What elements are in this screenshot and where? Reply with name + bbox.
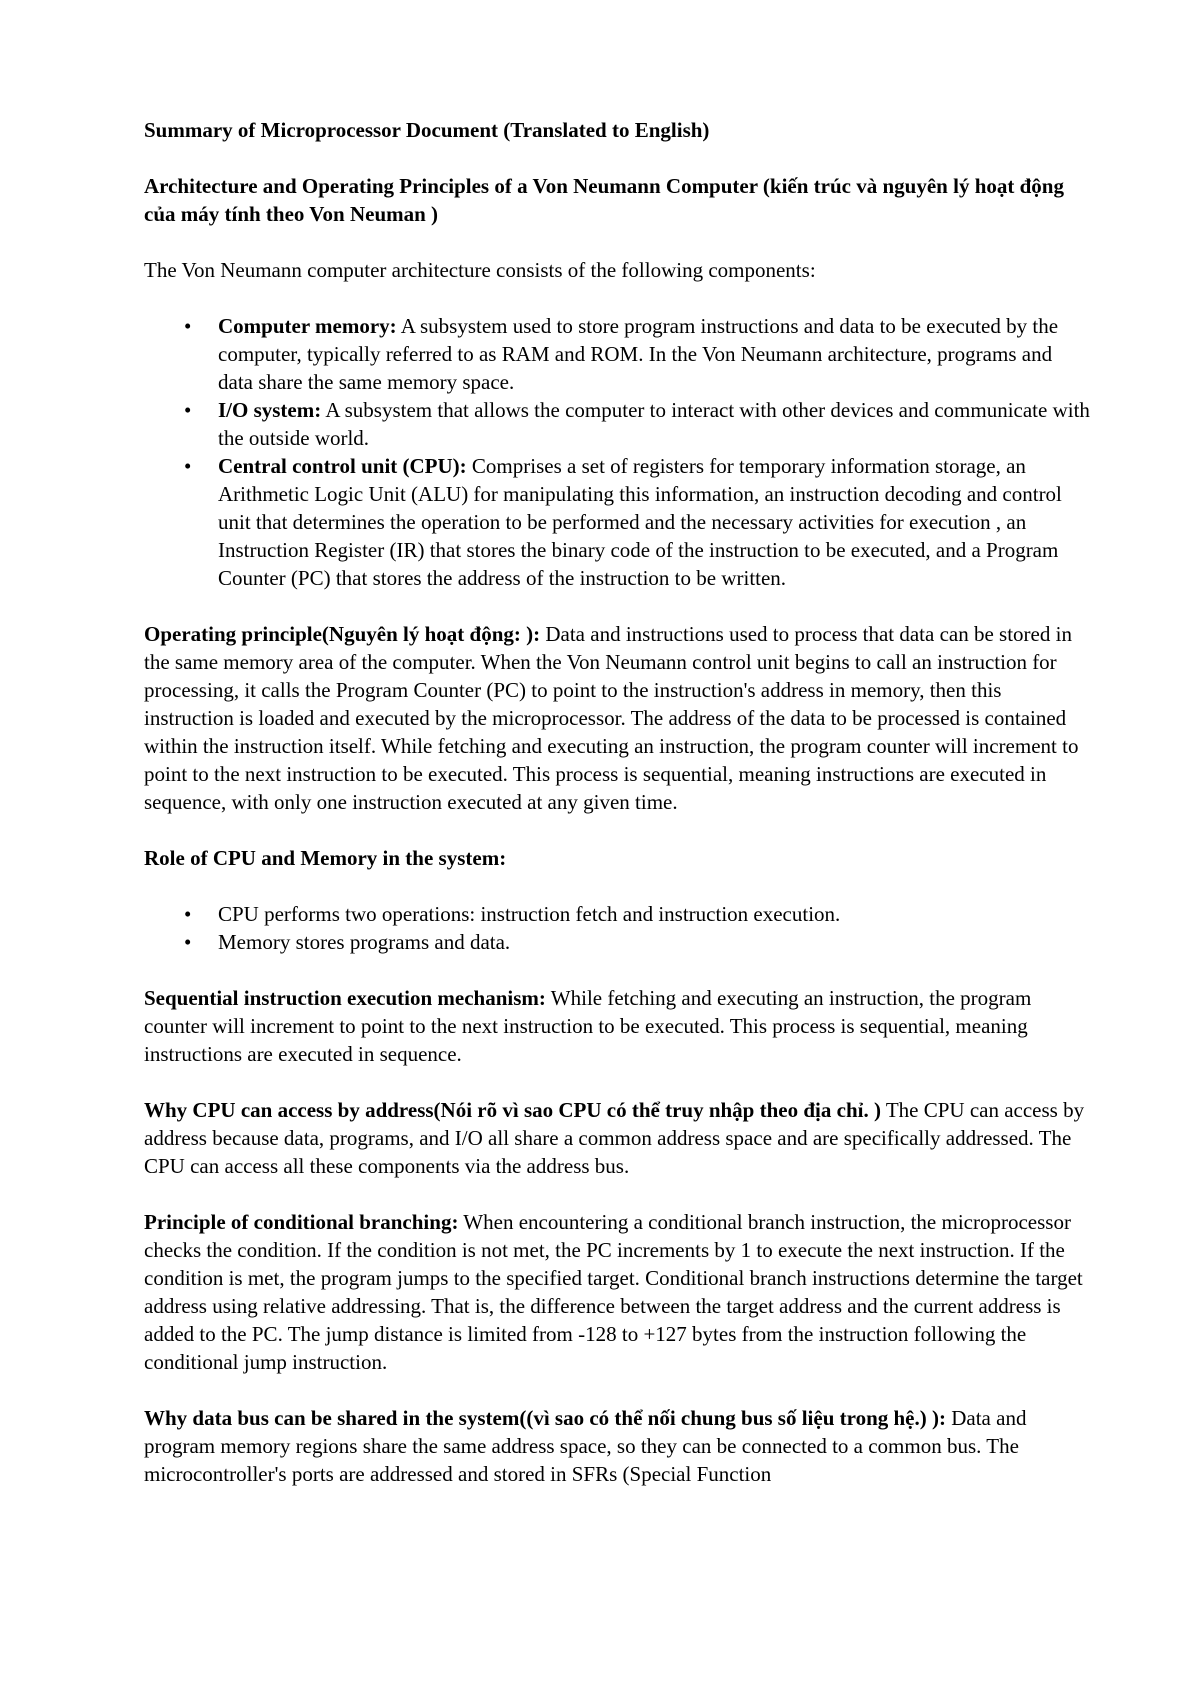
paragraph-text: Data and instructions used to process that data can be stored in the same memory area of the computer. When the Von Neumann control unit begins to call an instruction for processing, it calls the Program Counter (PC) to point to the instruction's address in memory, then this instruction is loaded and executed by the microprocessor. The address of the data to be processed is contained within the instruction itself. While fetching and executing an instruction, the program counter will increment to point to the next instruction to be executed. This process is sequential, meaning instructions are executed in sequence, with only one instruction executed at any given time.: [144, 622, 1079, 814]
address-access-paragraph: [144, 1096, 1090, 1180]
paragraph-term: Operating principle(Nguyên lý hoạt động: ):: [144, 622, 541, 646]
list-item-text: A subsystem used to store program instructions and data to be executed by the computer, typically referred to as RAM and ROM. In the Von Neumann architecture, programs and data share the same memory space.: [218, 314, 1059, 394]
role-list: [144, 900, 1090, 956]
paragraph-text: While fetching and executing an instruction, the program counter will increment to point to the next instruction to be executed. This process is sequential, meaning instructions are executed in sequence.: [144, 986, 1032, 1066]
list-item-io-system: [144, 396, 1090, 452]
list-item-term: Central control unit (CPU):: [218, 454, 467, 478]
document-title: [144, 116, 1090, 144]
section-heading-architecture-text: Architecture and Operating Principles of a Von Neumann Computer (kiến trúc và nguyên lý hoạt động của máy tính theo Von Neuman ): [144, 174, 1064, 226]
list-item-memory-role: [144, 928, 1090, 956]
paragraph-term: Principle of conditional branching:: [144, 1210, 459, 1234]
paragraph-term: Why CPU can access by address(Nói rõ vì sao CPU có thể truy nhập theo địa chỉ. ): [144, 1098, 881, 1122]
bullet-icon: •: [184, 398, 192, 422]
list-item-term: Computer memory:: [218, 314, 397, 338]
operating-principle-paragraph: [144, 620, 1090, 816]
bullet-icon: •: [184, 454, 192, 478]
list-item-cpu: [144, 452, 1090, 592]
list-item-text: Memory stores programs and data.: [218, 930, 511, 954]
bullet-icon: •: [184, 930, 192, 954]
paragraph-term: Why data bus can be shared in the system((vì sao có thể nối chung bus số liệu trong hệ.) ):: [144, 1406, 946, 1430]
list-item-computer-memory: [144, 312, 1090, 396]
list-item-cpu-operations: [144, 900, 1090, 928]
sequential-execution-paragraph: [144, 984, 1090, 1068]
list-item-term: I/O system:: [218, 398, 322, 422]
role-heading-text: Role of CPU and Memory in the system:: [144, 846, 507, 870]
paragraph-text: Data and program memory regions share the same address space, so they can be connected to a common bus. The microcontroller's ports are addressed and stored in SFRs (Special Function: [144, 1406, 1027, 1486]
intro-paragraph: The Von Neumann computer architecture consists of the following components:: [144, 258, 816, 282]
paragraph-text: The CPU can access by address because data, programs, and I/O all share a common address space and are specifically addressed. The CPU can access all these components via the address bus.: [144, 1098, 1085, 1178]
list-item-text: CPU performs two operations: instruction fetch and instruction execution.: [218, 902, 841, 926]
bullet-icon: •: [184, 314, 192, 338]
paragraph-term: Sequential instruction execution mechanism:: [144, 986, 546, 1010]
role-heading: [144, 844, 1090, 872]
list-item-text: A subsystem that allows the computer to interact with other devices and communicate with the outside world.: [218, 398, 1090, 450]
data-bus-paragraph: [144, 1404, 1090, 1488]
paragraph-text: When encountering a conditional branch instruction, the microprocessor checks the condition. If the condition is not met, the PC increments by 1 to execute the next instruction. If the condition is met, the program jumps to the specified target. Conditional branch instructions determine the target address using relative addressing. That is, the difference between the target address and the current address is added to the PC. The jump distance is limited from -128 to +127 bytes from the instruction following the conditional jump instruction.: [144, 1210, 1083, 1374]
section-heading-architecture: [144, 172, 1090, 228]
conditional-branching-paragraph: [144, 1208, 1090, 1376]
list-item-text: Comprises a set of registers for temporary information storage, an Arithmetic Logic Unit (ALU) for manipulating this information, an instruction decoding and control unit that determines the operation to be performed and the necessary activities for execution , an Instruction Register (IR) that stores the binary code of the instruction to be executed, and a Program Counter (PC) that stores the address of the instruction to be written.: [218, 454, 1062, 590]
document-title-text: Summary of Microprocessor Document (Translated to English): [144, 118, 710, 142]
bullet-icon: •: [184, 902, 192, 926]
components-list: [144, 312, 1090, 592]
